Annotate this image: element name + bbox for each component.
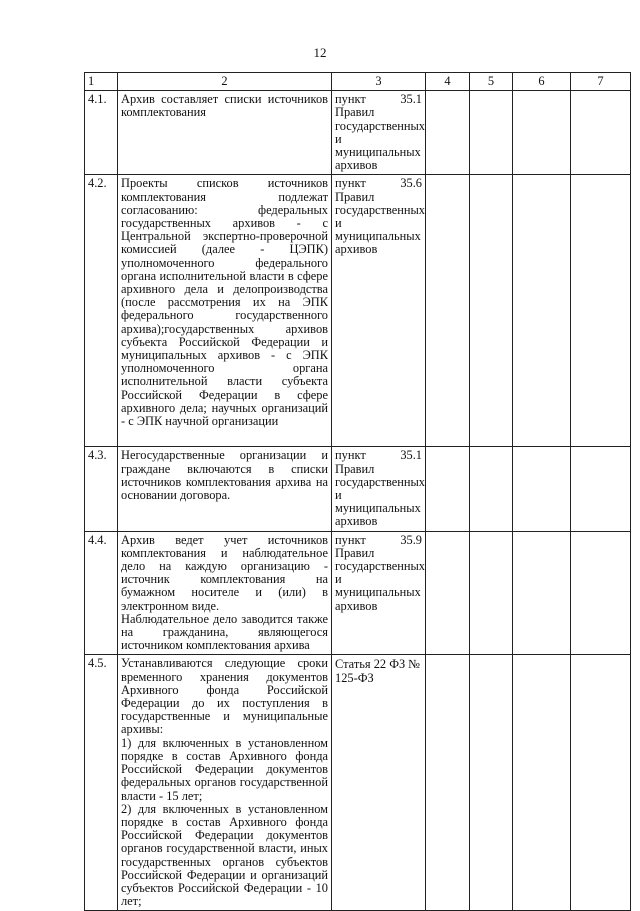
table-row	[85, 175, 631, 447]
header-cell: 6	[513, 73, 571, 91]
row-text-paragraph: Негосударственные организации и граждане включаются в списки источников комплектования архива на основании договора.	[121, 448, 328, 503]
empty-cell	[513, 175, 571, 447]
row-text-paragraph: 1) для включенных в установленном порядке в состав Архивного фонда Российской Федерации документов федеральных органов государственной власти - 15 лет;	[121, 735, 328, 803]
row-text-paragraph: 2) для включенных в установленном порядке в состав Архивного фонда Российской Федерации документов органов государственной власти, иных государственных органов субъектов Российской Федерации и организаций субъектов Российской Федерации - 10 лет;	[121, 801, 328, 909]
reference-source: 125-ФЗ	[335, 671, 374, 686]
row-text-paragraph: Архив составляет списки источников комплектования	[121, 92, 328, 120]
reference-source: Правил государственных и муниципальных архивов	[335, 545, 426, 613]
row-number: 4.2.	[85, 175, 118, 447]
empty-cell	[571, 447, 631, 531]
row-number: 4.3.	[85, 447, 118, 531]
row-text-paragraph: Проекты списков источников комплектования подлежат согласованию: федеральных государственных архивов - с Центральной экспертно-проверочной комиссией (далее - ЦЭПК) уполномоченного федерального органа исполнительной власти в сфере архивного дела и делопроизводства (после рассмотрения их на ЭПК федерального государственного архива);государственных архивов субъекта Российской Федерации и муниципальных архивов - с ЭПК уполномоченного органа исполнительной власти субъекта Российской Федерации в сфере архивного дела; научных организаций - с ЭПК научной организации	[121, 176, 328, 429]
reference-label: пункт	[335, 92, 366, 107]
empty-cell	[513, 91, 571, 175]
empty-cell	[426, 91, 470, 175]
empty-cell	[571, 91, 631, 175]
row-text-paragraph: Устанавливаются следующие сроки временного хранения документов Архивного фонда Российской Федерации до их поступления в государственные и муниципальные архивы:	[121, 656, 328, 737]
reference-point: 35.6	[400, 176, 422, 191]
empty-cell	[513, 447, 571, 531]
empty-cell	[426, 655, 470, 911]
empty-cell	[571, 531, 631, 655]
row-text	[118, 531, 332, 655]
row-reference	[332, 447, 426, 531]
reference-label: пункт	[335, 532, 366, 547]
table-header-row	[85, 73, 631, 91]
empty-cell	[426, 175, 470, 447]
row-text-paragraph: Архив ведет учет источников комплектования и наблюдательное дело на каждую организацию - источник комплектования на бумажном носителе и (или) в электронном виде.	[121, 532, 328, 613]
header-cell: 5	[470, 73, 513, 91]
row-text	[118, 447, 332, 531]
row-reference	[332, 91, 426, 175]
header-cell: 7	[571, 73, 631, 91]
empty-cell	[571, 175, 631, 447]
table-row	[85, 655, 631, 911]
row-reference	[332, 531, 426, 655]
row-text-paragraph: Наблюдательное дело заводится также на гражданина, являющегося источником комплектования архива	[121, 611, 328, 653]
empty-cell	[571, 655, 631, 911]
table-row	[85, 447, 631, 531]
empty-cell	[470, 655, 513, 911]
reference-point: 35.9	[400, 532, 422, 547]
table-row	[85, 91, 631, 175]
row-number: 4.4.	[85, 531, 118, 655]
row-reference	[332, 655, 426, 911]
reference-point: 35.1	[400, 448, 422, 463]
row-text	[118, 655, 332, 911]
reference-point: 35.1	[400, 92, 422, 107]
row-text	[118, 91, 332, 175]
row-reference	[332, 175, 426, 447]
reference-label: пункт	[335, 176, 366, 191]
table-row	[85, 531, 631, 655]
empty-cell	[470, 447, 513, 531]
reference-label: пункт	[335, 448, 366, 463]
reference-source: Правил государственных и муниципальных архивов	[335, 189, 426, 257]
empty-cell	[470, 531, 513, 655]
empty-cell	[426, 447, 470, 531]
empty-cell	[470, 175, 513, 447]
header-cell: 1	[85, 73, 118, 91]
empty-cell	[426, 531, 470, 655]
reference-source: Правил государственных и муниципальных архивов	[335, 105, 426, 173]
header-cell: 4	[426, 73, 470, 91]
row-number: 4.5.	[85, 655, 118, 911]
empty-cell	[513, 655, 571, 911]
header-cell: 2	[118, 73, 332, 91]
empty-cell	[470, 91, 513, 175]
header-cell: 3	[332, 73, 426, 91]
empty-cell	[513, 531, 571, 655]
reference-source: Правил государственных и муниципальных архивов	[335, 461, 426, 529]
reference-label: Статья 22 ФЗ №	[335, 657, 421, 672]
requirements-table	[84, 72, 631, 911]
row-text	[118, 175, 332, 447]
page-number: 12	[313, 45, 327, 60]
row-number: 4.1.	[85, 91, 118, 175]
